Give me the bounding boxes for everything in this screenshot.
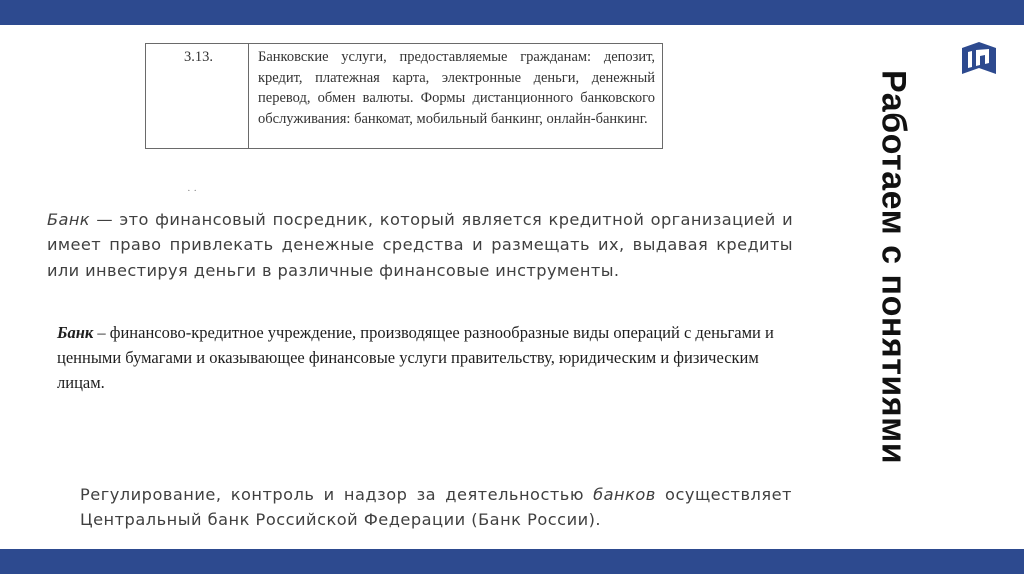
regulation-text-before: Регулирование, контроль и надзор за деятельностью xyxy=(80,485,594,504)
table-row-text: Банковские услуги, предоставляемые гражданам: депозит, кредит, платежная карта, электронные деньги, денежный перевод, обмен валюты. Формы дистанционного банковского обслуживания: банкомат, мобильный банкинг, онлайн-банкинг. xyxy=(258,49,655,127)
regulation-paragraph xyxy=(80,482,792,532)
bank-definition-text: – финансово-кредитное учреждение, производящее разнообразные виды операций с деньгами и ценными бумагами и оказывающее финансовые услуги правительству, юридическим и физическим лицам. xyxy=(57,323,774,392)
textbook-definition-term: Банк xyxy=(47,210,90,229)
scan-artifact: · · xyxy=(187,185,198,197)
side-title xyxy=(843,70,943,520)
bottom-bar xyxy=(0,549,1024,574)
textbook-definition xyxy=(47,207,793,283)
bank-definition xyxy=(57,320,787,395)
regulation-text-after: осуществляет Центральный банк Российской Федерации (Банк России). xyxy=(80,485,792,529)
ip-logo-icon xyxy=(958,38,1000,80)
curriculum-table-row xyxy=(145,43,663,149)
side-title-text: Работаем с понятиями xyxy=(874,70,913,465)
top-bar xyxy=(0,0,1024,25)
regulation-term: банков xyxy=(593,485,656,504)
table-row-number: 3.13. xyxy=(146,44,249,148)
bank-definition-term: Банк xyxy=(57,323,94,342)
textbook-definition-text: — это финансовый посредник, который является кредитной организацией и имеет право привлекать денежные средства и размещать их, выдавая кредиты или инвестируя деньги в различные финансовые инструменты. xyxy=(47,210,793,280)
